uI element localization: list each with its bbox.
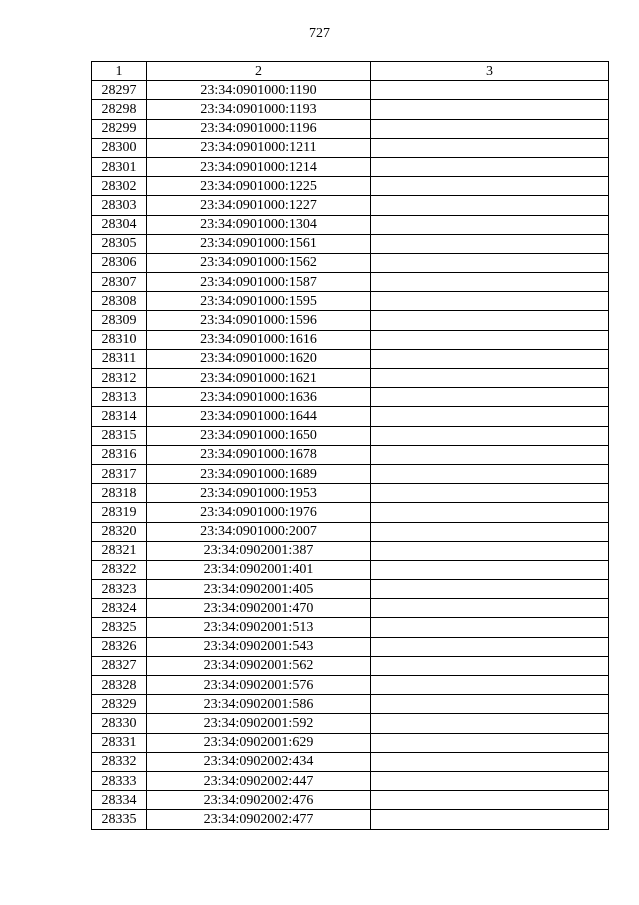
- cadastral-number-cell: 23:34:0902001:387: [147, 541, 371, 560]
- cadastral-number-cell: 23:34:0901000:1636: [147, 388, 371, 407]
- notes-cell: [371, 138, 609, 157]
- table-row: [92, 215, 609, 234]
- notes-cell: [371, 484, 609, 503]
- table-row: [92, 426, 609, 445]
- notes-cell: [371, 388, 609, 407]
- table-row: [92, 676, 609, 695]
- cadastral-number-cell: 23:34:0902002:477: [147, 810, 371, 829]
- cadastral-number-cell: 23:34:0902002:447: [147, 771, 371, 790]
- table-row: [92, 445, 609, 464]
- table-row: [92, 407, 609, 426]
- notes-cell: [371, 752, 609, 771]
- cadastral-number-cell: 23:34:0901000:1214: [147, 157, 371, 176]
- notes-cell: [371, 656, 609, 675]
- table-row: [92, 560, 609, 579]
- cadastral-number-cell: 23:34:0901000:1621: [147, 369, 371, 388]
- table-row: [92, 618, 609, 637]
- notes-cell: [371, 215, 609, 234]
- table-row: [92, 311, 609, 330]
- notes-cell: [371, 464, 609, 483]
- cadastral-number-cell: 23:34:0901000:1562: [147, 253, 371, 272]
- notes-cell: [371, 234, 609, 253]
- notes-cell: [371, 695, 609, 714]
- table-row: [92, 369, 609, 388]
- table-row: [92, 656, 609, 675]
- notes-cell: [371, 292, 609, 311]
- row-number-cell: 28325: [92, 618, 147, 637]
- row-number-cell: 28312: [92, 369, 147, 388]
- notes-cell: [371, 810, 609, 829]
- table-row: [92, 292, 609, 311]
- notes-cell: [371, 560, 609, 579]
- cadastral-number-cell: 23:34:0902002:434: [147, 752, 371, 771]
- cadastral-number-cell: 23:34:0902001:592: [147, 714, 371, 733]
- table-row: [92, 177, 609, 196]
- row-number-cell: 28320: [92, 522, 147, 541]
- table-row: [92, 695, 609, 714]
- table-row: [92, 791, 609, 810]
- cadastral-number-cell: 23:34:0901000:1211: [147, 138, 371, 157]
- cadastral-number-cell: 23:34:0901000:1196: [147, 119, 371, 138]
- row-number-cell: 28315: [92, 426, 147, 445]
- notes-cell: [371, 714, 609, 733]
- notes-cell: [371, 599, 609, 618]
- row-number-cell: 28299: [92, 119, 147, 138]
- notes-cell: [371, 196, 609, 215]
- table-row: [92, 138, 609, 157]
- row-number-cell: 28308: [92, 292, 147, 311]
- row-number-cell: 28332: [92, 752, 147, 771]
- column-header-cadastral-number: 2: [147, 62, 371, 81]
- row-number-cell: 28322: [92, 560, 147, 579]
- cadastral-number-cell: 23:34:0901000:1953: [147, 484, 371, 503]
- table-row: [92, 349, 609, 368]
- cadastral-number-cell: 23:34:0902001:401: [147, 560, 371, 579]
- notes-cell: [371, 330, 609, 349]
- row-number-cell: 28298: [92, 100, 147, 119]
- row-number-cell: 28306: [92, 253, 147, 272]
- notes-cell: [371, 157, 609, 176]
- row-number-cell: 28326: [92, 637, 147, 656]
- notes-cell: [371, 733, 609, 752]
- cadastral-number-cell: 23:34:0902001:562: [147, 656, 371, 675]
- table-row: [92, 541, 609, 560]
- row-number-cell: 28300: [92, 138, 147, 157]
- cadastral-number-cell: 23:34:0901000:1620: [147, 349, 371, 368]
- row-number-cell: 28304: [92, 215, 147, 234]
- cadastral-number-cell: 23:34:0902001:586: [147, 695, 371, 714]
- row-number-cell: 28314: [92, 407, 147, 426]
- cadastral-number-cell: 23:34:0901000:1225: [147, 177, 371, 196]
- cadastral-number-cell: 23:34:0901000:1689: [147, 464, 371, 483]
- row-number-cell: 28297: [92, 81, 147, 100]
- table-row: [92, 637, 609, 656]
- cadastral-number-cell: 23:34:0901000:1193: [147, 100, 371, 119]
- cadastral-number-cell: 23:34:0901000:1644: [147, 407, 371, 426]
- cadastral-number-cell: 23:34:0901000:1304: [147, 215, 371, 234]
- notes-cell: [371, 580, 609, 599]
- table-row: [92, 234, 609, 253]
- cadastral-number-cell: 23:34:0901000:1587: [147, 273, 371, 292]
- row-number-cell: 28323: [92, 580, 147, 599]
- table-row: [92, 714, 609, 733]
- table-row: [92, 771, 609, 790]
- notes-cell: [371, 369, 609, 388]
- cadastral-number-cell: 23:34:0901000:1678: [147, 445, 371, 464]
- table-body: [92, 81, 609, 829]
- row-number-cell: 28301: [92, 157, 147, 176]
- row-number-cell: 28335: [92, 810, 147, 829]
- column-header-notes: 3: [371, 62, 609, 81]
- cadastral-number-cell: 23:34:0901000:1650: [147, 426, 371, 445]
- row-number-cell: 28334: [92, 791, 147, 810]
- table-row: [92, 810, 609, 829]
- row-number-cell: 28331: [92, 733, 147, 752]
- row-number-cell: 28309: [92, 311, 147, 330]
- cadastral-number-cell: 23:34:0901000:1595: [147, 292, 371, 311]
- notes-cell: [371, 100, 609, 119]
- table-row: [92, 522, 609, 541]
- table-row: [92, 503, 609, 522]
- notes-cell: [371, 637, 609, 656]
- row-number-cell: 28318: [92, 484, 147, 503]
- notes-cell: [371, 253, 609, 272]
- table-row: [92, 119, 609, 138]
- notes-cell: [371, 445, 609, 464]
- table-row: [92, 388, 609, 407]
- row-number-cell: 28317: [92, 464, 147, 483]
- table-row: [92, 733, 609, 752]
- row-number-cell: 28311: [92, 349, 147, 368]
- row-number-cell: 28330: [92, 714, 147, 733]
- cadastral-number-cell: 23:34:0902001:629: [147, 733, 371, 752]
- notes-cell: [371, 407, 609, 426]
- notes-cell: [371, 349, 609, 368]
- row-number-cell: 28324: [92, 599, 147, 618]
- row-number-cell: 28329: [92, 695, 147, 714]
- table-row: [92, 100, 609, 119]
- row-number-cell: 28319: [92, 503, 147, 522]
- cadastral-number-cell: 23:34:0902002:476: [147, 791, 371, 810]
- table-row: [92, 330, 609, 349]
- notes-cell: [371, 541, 609, 560]
- row-number-cell: 28305: [92, 234, 147, 253]
- table-row: [92, 464, 609, 483]
- row-number-cell: 28321: [92, 541, 147, 560]
- notes-cell: [371, 791, 609, 810]
- notes-cell: [371, 81, 609, 100]
- cadastral-number-cell: 23:34:0901000:1561: [147, 234, 371, 253]
- notes-cell: [371, 119, 609, 138]
- cadastral-number-cell: 23:34:0902001:405: [147, 580, 371, 599]
- cadastral-number-cell: 23:34:0902001:576: [147, 676, 371, 695]
- table-row: [92, 81, 609, 100]
- notes-cell: [371, 618, 609, 637]
- table-row: [92, 273, 609, 292]
- table-row: [92, 599, 609, 618]
- table-row: [92, 196, 609, 215]
- row-number-cell: 28327: [92, 656, 147, 675]
- cadastral-number-cell: 23:34:0901000:1976: [147, 503, 371, 522]
- cadastral-number-cell: 23:34:0901000:1190: [147, 81, 371, 100]
- row-number-cell: 28302: [92, 177, 147, 196]
- notes-cell: [371, 177, 609, 196]
- cadastral-number-cell: 23:34:0901000:1616: [147, 330, 371, 349]
- row-number-cell: 28328: [92, 676, 147, 695]
- table-row: [92, 484, 609, 503]
- notes-cell: [371, 522, 609, 541]
- row-number-cell: 28303: [92, 196, 147, 215]
- cadastral-number-cell: 23:34:0902001:513: [147, 618, 371, 637]
- row-number-cell: 28316: [92, 445, 147, 464]
- cadastral-number-cell: 23:34:0901000:1227: [147, 196, 371, 215]
- table-header-row: [92, 62, 609, 81]
- notes-cell: [371, 273, 609, 292]
- row-number-cell: 28310: [92, 330, 147, 349]
- column-header-number: 1: [92, 62, 147, 81]
- notes-cell: [371, 311, 609, 330]
- cadastral-number-cell: 23:34:0901000:1596: [147, 311, 371, 330]
- notes-cell: [371, 503, 609, 522]
- row-number-cell: 28313: [92, 388, 147, 407]
- table-row: [92, 253, 609, 272]
- cadastral-number-cell: 23:34:0902001:543: [147, 637, 371, 656]
- notes-cell: [371, 771, 609, 790]
- row-number-cell: 28307: [92, 273, 147, 292]
- table-row: [92, 580, 609, 599]
- cadastral-number-cell: 23:34:0901000:2007: [147, 522, 371, 541]
- notes-cell: [371, 426, 609, 445]
- table-row: [92, 157, 609, 176]
- notes-cell: [371, 676, 609, 695]
- page-number: 727: [309, 26, 330, 41]
- registry-table: [91, 61, 609, 830]
- table-row: [92, 752, 609, 771]
- row-number-cell: 28333: [92, 771, 147, 790]
- cadastral-number-cell: 23:34:0902001:470: [147, 599, 371, 618]
